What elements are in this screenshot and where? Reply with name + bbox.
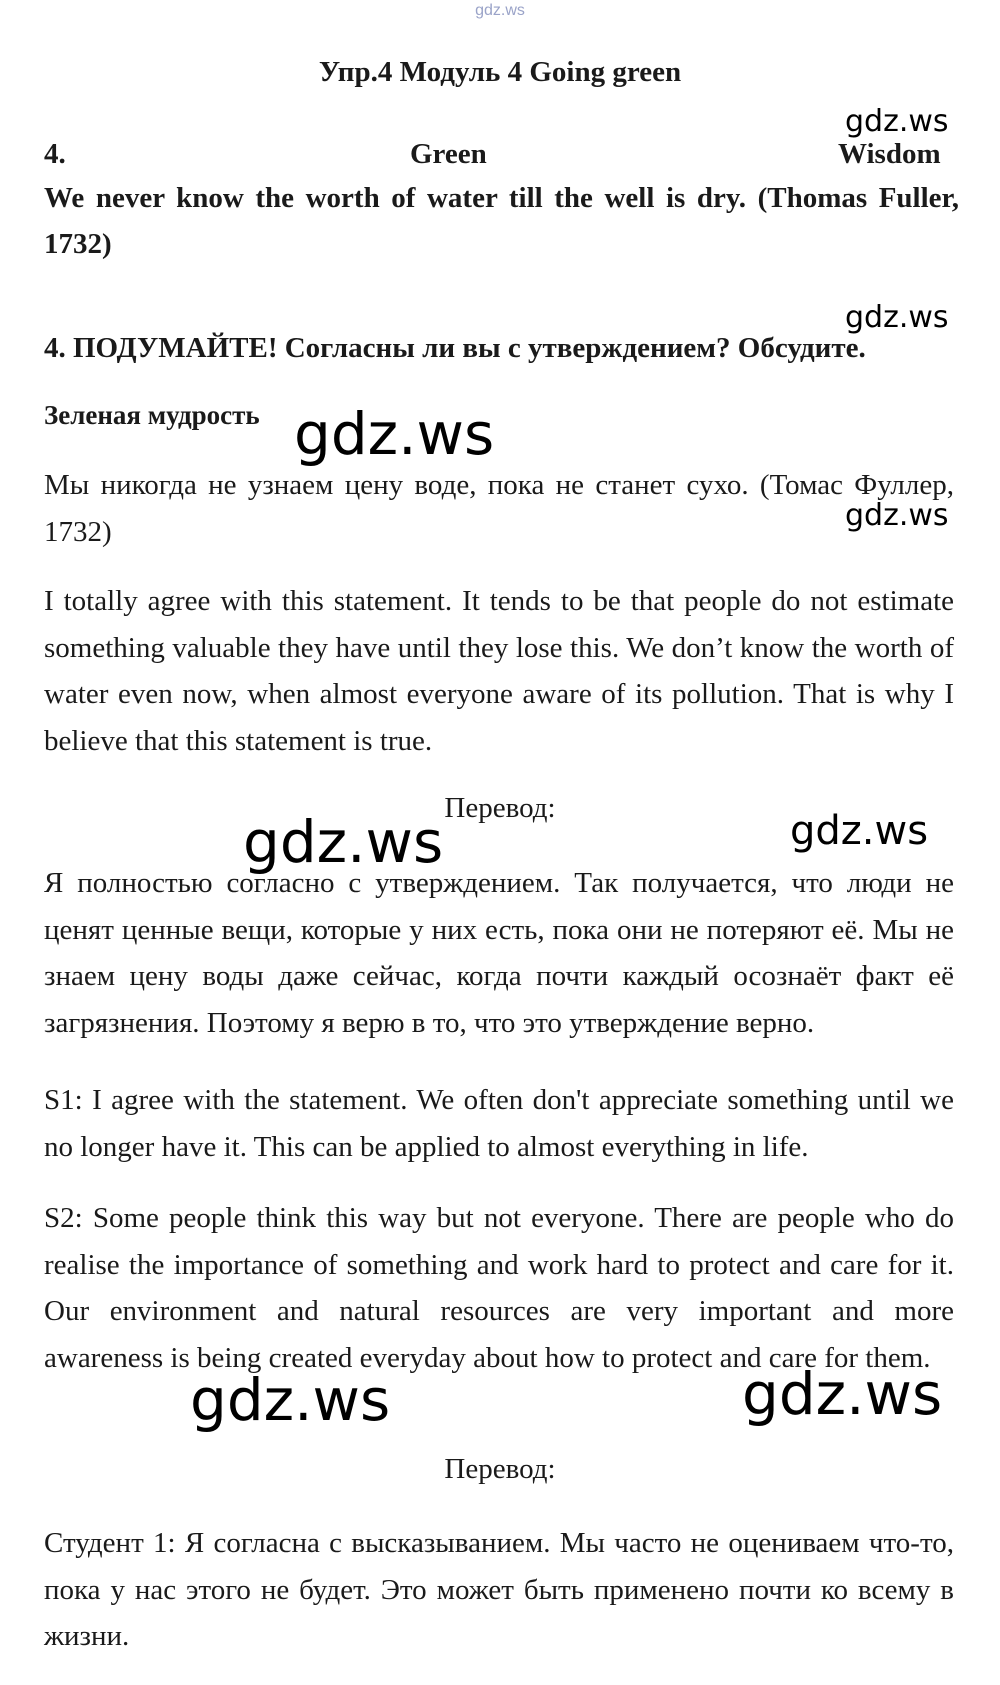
quote-en-line1: We never know the worth of water till the well is dry. (Thomas Fuller, bbox=[44, 182, 959, 214]
translation-label-1: Перевод: bbox=[444, 792, 556, 824]
student1-ru: Студент 1: Я согласна с высказыванием. Мы часто не оцениваем что-то, пока у нас этого не будет. Это может быть применено почти ко всему в жизни. bbox=[44, 1527, 954, 1652]
watermark-logo: gdz.ws bbox=[845, 104, 949, 139]
dialogue-s1: S1: I agree with the statement. We often don't appreciate something until we no longer have it. This can be applied to almost everything in life. bbox=[44, 1084, 954, 1163]
dialogue-s2: S2: Some people think this way but not everyone. There are people who do realise the importance of something and work hard to protect and care for it. Our environment and natural resources are very important and more awareness is being created everyday about how to protect and care for them. bbox=[44, 1202, 954, 1374]
task-ru: 4. ПОДУМАЙТЕ! Согласны ли вы с утверждением? Обсудите. bbox=[44, 332, 866, 364]
quote-ru: Мы никогда не узнаем цену воде, пока не станет сухо. (Томас Фуллер, 1732) bbox=[44, 469, 954, 548]
top-watermark: gdz.ws bbox=[475, 2, 525, 19]
watermark-logo: gdz.ws bbox=[294, 400, 495, 468]
watermark-logo: gdz.ws bbox=[742, 1360, 943, 1428]
translation-label-2: Перевод: bbox=[444, 1453, 556, 1485]
watermark-logo: gdz.ws bbox=[243, 808, 444, 876]
watermark-logo: gdz.ws bbox=[790, 808, 929, 854]
heading-wisdom: Wisdom bbox=[838, 138, 941, 170]
answer-en: I totally agree with this statement. It tends to be that people do not estimate something valuable they have until they lose this. We don’t know the worth of water even now, when almost everyone aware of its pollution. That is why I believe that this statement is true. bbox=[44, 585, 954, 757]
heading-green: Green bbox=[410, 138, 487, 170]
exercise-number: 4. bbox=[44, 138, 66, 170]
page-title: Упр.4 Модуль 4 Going green bbox=[318, 56, 682, 88]
quote-en-line2: 1732) bbox=[44, 228, 112, 260]
watermark-logo: gdz.ws bbox=[190, 1366, 391, 1434]
answer-ru: Я полностью согласно с утверждением. Так получается, что люди не ценят ценные вещи, которые у них есть, пока они не потеряют её. Мы не знаем цену воды даже сейчас, когда почти каждый осознаёт факт её загрязнения. Поэтому я верю в то, что это утверждение верно. bbox=[44, 867, 954, 1039]
watermark-logo: gdz.ws bbox=[845, 498, 949, 533]
watermark-logo: gdz.ws bbox=[845, 300, 949, 335]
heading-ru: Зеленая мудрость bbox=[44, 400, 260, 430]
